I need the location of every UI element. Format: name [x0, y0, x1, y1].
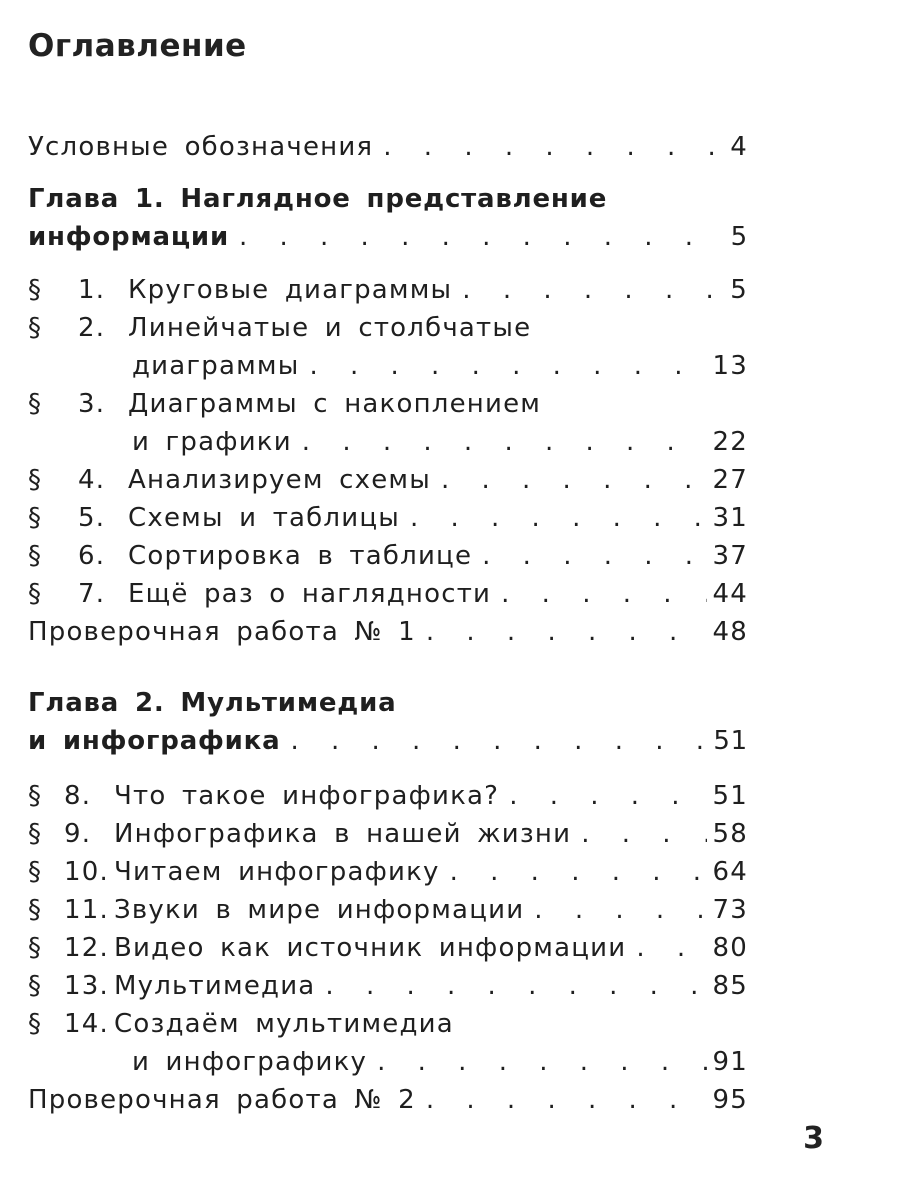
toc-entry-text: Проверочная работа № 1 [28, 617, 416, 647]
toc-entry-page: 44 [712, 579, 748, 609]
toc-entry [28, 1009, 748, 1049]
section-title: Читаем инфографику [114, 857, 440, 887]
toc-entry-text [28, 275, 452, 305]
toc-entry-continuation [28, 427, 748, 467]
section-number: 5. [78, 503, 106, 533]
toc-entry [28, 1085, 748, 1125]
dot-leader [534, 895, 706, 925]
dot-leader [239, 222, 718, 252]
toc-entry-page: 37 [712, 541, 748, 571]
toc-entry [28, 579, 748, 619]
toc-entry [28, 617, 748, 657]
dot-leader [325, 971, 706, 1001]
section-number: 13. [64, 971, 109, 1001]
section-number: 8. [64, 781, 92, 811]
section-sign: § [28, 313, 43, 343]
toc-entry-text: Проверочная работа № 2 [28, 1085, 416, 1115]
section-sign: § [28, 465, 43, 495]
section-title: Что такое инфографика? [114, 781, 500, 811]
section-number: 10. [64, 857, 109, 887]
toc-entry-text [28, 465, 431, 495]
toc-entry-page: 27 [712, 465, 748, 495]
section-sign: § [28, 857, 43, 887]
toc-entry-text: диаграммы [132, 351, 300, 381]
dot-leader [426, 1085, 707, 1115]
toc-entry-page: 95 [712, 1085, 748, 1115]
page-number: 3 [803, 1121, 824, 1156]
toc-entry-text [28, 933, 626, 963]
toc-entry-text [28, 1009, 454, 1039]
toc-entry [28, 503, 748, 543]
section-number: 1. [78, 275, 106, 305]
section-title: Инфографика в нашей жизни [114, 819, 572, 849]
dot-leader [581, 819, 706, 849]
section-number: 11. [64, 895, 109, 925]
toc-entry-page: 85 [712, 971, 748, 1001]
section-number: 6. [78, 541, 106, 571]
toc-entry-text: Условные обозначения [28, 132, 374, 162]
section-sign: § [28, 819, 43, 849]
toc-entry [28, 895, 748, 935]
toc-entry-page: 80 [712, 933, 748, 963]
toc-entry [28, 389, 748, 429]
toc-chapter-heading [28, 222, 748, 262]
toc-entry-text [28, 819, 571, 849]
toc-entry-page: 51 [712, 781, 748, 811]
toc-entry-page: 64 [712, 857, 748, 887]
dot-leader [462, 275, 718, 305]
section-number: 12. [64, 933, 109, 963]
section-title: Круговые диаграммы [128, 275, 453, 305]
toc-entry [28, 541, 748, 581]
dot-leader [426, 617, 707, 647]
dot-leader [290, 726, 707, 756]
dot-leader [383, 132, 718, 162]
toc-entry-page: 91 [712, 1047, 748, 1077]
section-number: 4. [78, 465, 106, 495]
section-title: Линейчатые и столбчатые [128, 313, 532, 343]
dot-leader [377, 1047, 706, 1077]
toc-entry-text: Глава 2. Мультимедиа [28, 688, 397, 718]
toc-entry [28, 971, 748, 1011]
toc-entry-page: 4 [730, 132, 748, 162]
toc-chapter-heading [28, 726, 748, 766]
section-title: Мультимедиа [114, 971, 316, 1001]
toc-entry-page: 73 [712, 895, 748, 925]
section-sign: § [28, 1009, 43, 1039]
section-sign: § [28, 895, 43, 925]
toc-entry-page: 5 [730, 222, 748, 252]
toc-entry-text [28, 971, 315, 1001]
section-sign: § [28, 541, 43, 571]
toc-entry [28, 819, 748, 859]
section-number: 9. [64, 819, 92, 849]
toc-entry-text [28, 579, 491, 609]
section-sign: § [28, 503, 43, 533]
section-sign: § [28, 389, 43, 419]
toc-entry [28, 313, 748, 353]
toc-entry-text [28, 313, 531, 343]
section-title: Схемы и таблицы [128, 503, 400, 533]
section-number: 3. [78, 389, 106, 419]
toc-entry-text: и графики [132, 427, 292, 457]
section-sign: § [28, 781, 43, 811]
section-sign: § [28, 933, 43, 963]
toc-entry [28, 781, 748, 821]
toc-entry [28, 933, 748, 973]
toc-entry-page: 5 [730, 275, 748, 305]
toc-entry-page: 13 [712, 351, 748, 381]
dot-leader [302, 427, 707, 457]
dot-leader [410, 503, 707, 533]
dot-leader [509, 781, 706, 811]
toc-entry-text: и инфографика [28, 726, 281, 756]
dot-leader [482, 541, 706, 571]
toc-chapter-heading [28, 184, 748, 224]
toc-chapter-heading [28, 688, 748, 728]
section-sign: § [28, 275, 43, 305]
section-title: Сортировка в таблице [128, 541, 473, 571]
toc-entry [28, 275, 748, 315]
section-title: Звуки в мире информации [114, 895, 525, 925]
dot-leader [441, 465, 707, 495]
toc-entry-text: информации [28, 222, 229, 252]
toc-entry-text [28, 503, 400, 533]
section-number: 7. [78, 579, 106, 609]
toc-entry-text [28, 541, 472, 571]
toc-entry [28, 465, 748, 505]
section-number: 2. [78, 313, 106, 343]
toc-entry [28, 857, 748, 897]
toc-entry-page: 58 [712, 819, 748, 849]
toc-entry-text [28, 781, 499, 811]
section-title: Анализируем схемы [128, 465, 431, 495]
toc-entry-text [28, 895, 524, 925]
dot-leader [636, 933, 706, 963]
toc-entry-continuation [28, 351, 748, 391]
toc-entry-text: Глава 1. Наглядное представление [28, 184, 608, 214]
toc-entry-page: 22 [712, 427, 748, 457]
section-title: Ещё раз о наглядности [128, 579, 492, 609]
toc-entry-text [28, 389, 541, 419]
toc-title: Оглавление [28, 28, 247, 64]
section-title: Видео как источник информации [114, 933, 627, 963]
section-sign: § [28, 971, 43, 1001]
toc-entry-text [28, 857, 440, 887]
section-title: Создаём мультимедиа [114, 1009, 454, 1039]
section-sign: § [28, 579, 43, 609]
toc-entry-page: 51 [713, 726, 748, 756]
toc-entry [28, 132, 748, 172]
toc-entry-page: 48 [712, 617, 748, 647]
toc-entry-page: 31 [712, 503, 748, 533]
section-title: Диаграммы с накоплением [128, 389, 542, 419]
dot-leader [309, 351, 706, 381]
toc-entry-continuation [28, 1047, 748, 1087]
section-number: 14. [64, 1009, 109, 1039]
toc-entry-text: и инфографику [132, 1047, 368, 1077]
dot-leader [501, 579, 706, 609]
dot-leader [450, 857, 707, 887]
